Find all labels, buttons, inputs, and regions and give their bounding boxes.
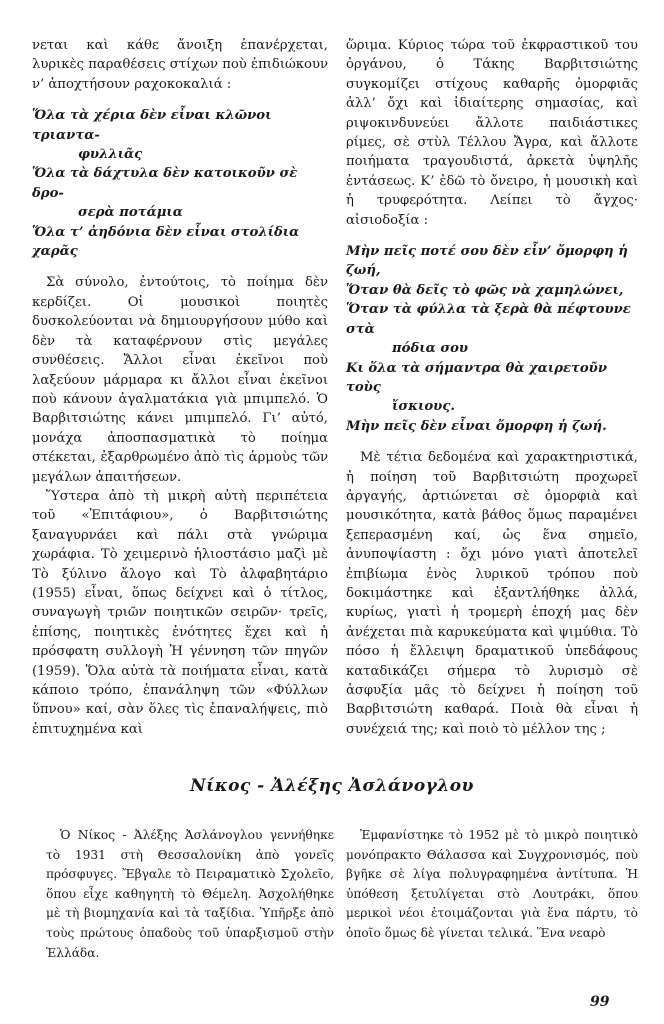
verse-block <box>346 242 638 436</box>
verse-line: Κι ὅλα τὰ σήμαντρα θὰ χαιρετοῦν τοὺς ἴσκιους. <box>346 360 607 415</box>
verse-line: Ὅταν θὰ δεῖς τὸ φῶς νὰ χαμηλώνει, <box>346 282 624 298</box>
paragraph: Σὰ σύνολο, ἐντούτοις, τὸ ποίημα δὲν κερδίζει. Οἱ μουσικοὶ ποιητὲς δυσκολεύονται νὰ δημιουργήσουν μύθο καὶ δὲν τὰ καταφέρνουν στὶς μεγάλες συνθέσεις. Ἄλλοι εἶναι ἐκεῖνοι ποὺ λαξεύουν μάρμαρα κι ἄλλοι εἶναι ἐκεῖνοι ποὺ κάνουν ἀγαλματάκια γιὰ μπιμπελό. Ὁ Βαρβιτσιώτης κάνει μπιμπελό. Γι’ αὐτό, μονάχα ἀποσπασματικὰ τὸ ποίημα στέκεται, ἐξαρθρωμένο ἀπὸ τὶς ἁρμοὺς τῶν μεγάλων ἀπαιτήσεων. <box>32 275 328 485</box>
verse-line: Ὅλα τὰ δάχτυλα δὲν κατοικοῦν σὲ δρο- σερὰ ποτάμια <box>32 166 298 221</box>
verse-line: Ὅταν τὰ φύλλα τὰ ξερὰ θὰ πέφτουνε στὰ πόδια σου <box>346 302 631 357</box>
verse-line: Μὴν πεῖς δὲν εἶναι ὄμορφη ἡ ζωή. <box>346 418 607 434</box>
paragraph: νεται καὶ κάθε ἄνοιξη ἐπανέρχεται, λυρικὲς παραθέσεις στίχων ποὺ ἐπιδιώκουν ν’ ἀποχτήσουν ραχοκοκαλιά : <box>32 38 329 92</box>
verse-line: Ὅλα τ’ ἀηδόνια δὲν εἶναι στολίδια χαρᾶς <box>32 224 300 260</box>
paragraph: Ὕστερα ἀπὸ τὴ μικρὴ αὐτὴ περιπέτεια τοῦ «Ἐπιτάφιου», ὁ Βαρβιτσιώτης ξαναγυρνάει καὶ πάλι στὰ γνώριμα χωράφια. Τὸ χειμερινὸ ἡλιοστάσιο μαζὶ μὲ Τὸ ξύλινο ἄλογο καὶ Τὸ ἀλφαβητάριο (1955) εἶναι, ὅπως δείχνει καὶ ὁ τίτλος, συναγωγὴ τριῶν ποιητικῶν σειρῶν· τρεῖς, ἐπίσης, ποιητικὲς ἑνότητες ἔχει καὶ ἡ πρόσφατη συλλογὴ Ἡ γέννηση τῶν πηγῶν (1959). Ὅλα αὐτὰ τὰ ποιήματα εἶναι, κατὰ κάποιο τρόπο, ἐπανάληψη τῶν «Φύλλων ὕπνου» καί, σὰν ὅλες τὶς ἐπαναλήψεις, πιὸ ἐπιτυχημένα καὶ <box>32 488 328 737</box>
column-right-bottom <box>346 826 638 944</box>
column-left-bottom <box>46 826 334 963</box>
verse-block <box>32 106 328 261</box>
verse-line: Μὴν πεῖς ποτέ σου δὲν εἶν’ ὄμορφη ἡ ζωή, <box>346 244 628 279</box>
page-number: 99 <box>590 994 610 1010</box>
column-right-top <box>346 36 638 739</box>
paragraph: Μὲ τέτια δεδομένα καὶ χαρακτηριστικά, ἡ ποίηση τοῦ Βαρβιτσιώτη προχωρεῖ ἀργαγής, ἀρτιώνεται σὲ ὀμορφιὰ καὶ μουσικότητα, κατὰ βάθος ὅμως παραμένει ξεπερασμένη καί, ὡς ἕνα σημεῖο, ἀνυποψίαστη : ὄχι μόνο γιατὶ ἀποτελεῖ ἐπιβίωμα ἑνὸς λυρικοῦ τρόπου ποὺ δοκιμάστηκε καὶ ἐξαντλήθηκε ἀλλά, κυρίως, γιατὶ ἡ τρομερὴ ἐποχή μας δὲν ἀνέχεται πιὰ καρυκεύματα καὶ ψιμύθια. Τὸ πόσο ἡ ἔλλειψη δραματικοῦ ὑπεδάφους καταδικάζει σήμερα τὸ λυρισμὸ σὲ ἀσφυξία μᾶς τὸ δείχνει ἡ ποίηση τοῦ Βαρβιτσιώτη καθαρά. Ποιὰ θὰ εἶναι ἡ συνέχειά της; καὶ ποιὸ τὸ μέλλον της ; <box>346 450 638 737</box>
paragraph: Ὁ Νίκος - Ἀλέξης Ἀσλάνογλου γεννήθηκε τὸ 1931 στὴ Θεσσαλονίκη ἀπὸ γονεῖς πρόσφυγες. Ἔβγαλε τὸ Πειραματικὸ Σχολεῖο, ὅπου εἶχε καθηγητὴ τὸ Θέμελη. Ἀσχολήθηκε μὲ τὴ βιομηχανία καὶ τὰ ταξίδια. Ὑπῆρξε ἀπὸ τοὺς πρώτους ὀπαδοὺς τοῦ ὑπαρξισμοῦ στὴν Ἑλλάδα. <box>46 828 334 960</box>
paragraph: Ἐμφανίστηκε τὸ 1952 μὲ τὸ μικρὸ ποιητικὸ μονόπρακτο Θάλασσα καὶ Συγχρονισμός, ποὺ βγῆκε σὲ λίγα πολυγραφημένα ἀντίτυπα. Ἡ ὑπόθεση ξετυλίγεται στὸ Λουτράκι, ὅπου μερικοὶ νέοι ἑτοιμάζονται γιὰ ἕνα πάρτυ, τὸ ὁποῖο ὅμως δὲ γίνεται τελικά. Ἕνα νεαρὸ <box>346 828 638 940</box>
verse-line: Ὅλα τὰ χέρια δὲν εἶναι κλῶνοι τριαντα- φυλλιᾶς <box>32 108 272 163</box>
section-title: Νίκος - Ἀλέξης Ἀσλάνογλου <box>190 776 474 796</box>
paragraph: ὥριμα. Κύριος τώρα τοῦ ἐκφραστικοῦ του ὀργάνου, ὁ Τάκης Βαρβιτσιώτης συγκομίζει στίχους καθαρῆς ὀμορφιᾶς ἀλλ’ ὄχι καὶ ἰδιαίτερης σημασίας, καὶ ριψοκινδυνεύει ἄλλοτε παιδιάστικες ρίμες, σὲ στὺλ Τέλλου Ἄγρα, καὶ ἄλλοτε ποιήματα τραγουδιστά, ἀρκετὰ ὑψηλῆς ἐντάσεως. Κ’ ἐδῶ τὸ ὄνειρο, ἡ μουσικὴ καὶ ἡ τρυφερότητα. Λείπει τὸ ἄγχος· αἰσιοδοξία : <box>346 38 638 228</box>
column-left-top <box>32 36 328 739</box>
